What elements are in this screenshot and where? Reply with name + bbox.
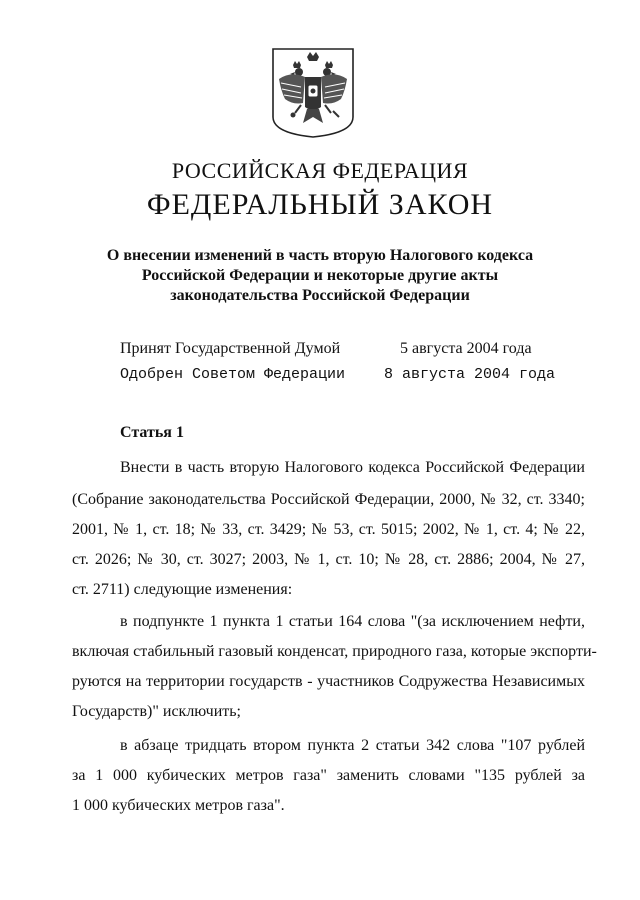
article-line: в подпункте 1 пункта 1 статьи 164 слова "(за исключением нефти, bbox=[120, 613, 585, 630]
subject-line: Российской Федерации и некоторые другие акты bbox=[141, 267, 499, 284]
council-approval-label: Одобрен Советом Федерации bbox=[120, 366, 346, 383]
duma-adoption-date: 5 августа 2004 года bbox=[400, 340, 532, 357]
article-line: руются на территории государств - участников Содружества Независимых bbox=[72, 673, 585, 690]
article-line: 2001, № 1, ст. 18; № 33, ст. 3429; № 53, ст. 5015; 2002, № 1, ст. 4; № 22, bbox=[72, 521, 585, 538]
country-title: РОССИЙСКАЯ ФЕДЕРАЦИЯ bbox=[171, 158, 469, 183]
article-title: Статья 1 bbox=[120, 424, 184, 441]
subject-line: законодательства Российской Федерации bbox=[170, 287, 470, 304]
document-type: ФЕДЕРАЛЬНЫЙ ЗАКОН bbox=[146, 188, 494, 221]
council-approval-date: 8 августа 2004 года bbox=[384, 366, 556, 383]
article-line: Государств)" исключить; bbox=[72, 703, 241, 720]
law-subject bbox=[100, 246, 540, 306]
subject-line: О внесении изменений в часть вторую Налогового кодекса bbox=[106, 247, 534, 264]
article-line: 1 000 кубических метров газа". bbox=[72, 797, 285, 814]
duma-adoption-label: Принят Государственной Думой bbox=[120, 340, 341, 357]
article-line: в абзаце тридцать втором пункта 2 статьи 342 слова "107 рублей bbox=[120, 737, 585, 754]
article-line: ст. 2026; № 30, ст. 3027; 2003, № 1, ст. 10; № 28, ст. 2886; 2004, № 27, bbox=[72, 551, 585, 568]
article-line: ст. 2711) следующие изменения: bbox=[72, 581, 293, 598]
article-line: Внести в часть вторую Налогового кодекса Российской Федерации bbox=[120, 459, 585, 476]
article-line: за 1 000 кубических метров газа" заменить словами "135 рублей за bbox=[72, 767, 585, 784]
article-line: включая стабильный газовый конденсат, природного газа, которые экспорти- bbox=[72, 643, 597, 660]
double-headed-eagle-emblem-icon bbox=[271, 47, 355, 139]
article-line: (Собрание законодательства Российской Федерации, 2000, № 32, ст. 3340; bbox=[72, 491, 585, 508]
